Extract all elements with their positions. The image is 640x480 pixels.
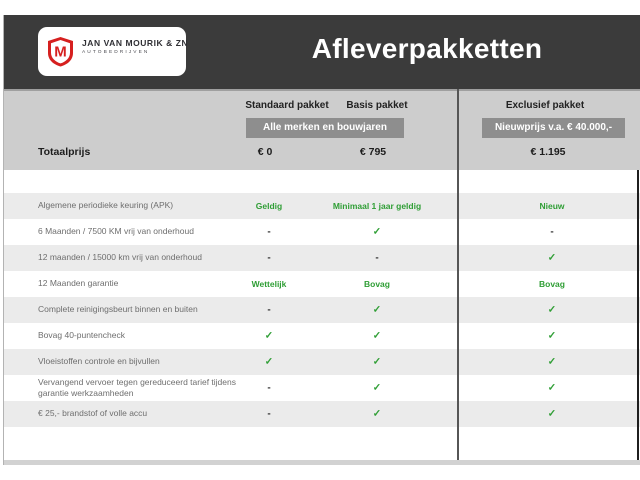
title-bar: [4, 15, 640, 89]
brand-subtitle: AUTOBEDRIJVEN: [82, 50, 150, 55]
cell-standaard: -: [267, 304, 271, 316]
package-header: [4, 89, 640, 170]
brand-text-block: [82, 38, 188, 55]
column-divider: [457, 89, 459, 461]
brand-logo: [38, 27, 189, 76]
table-row: [4, 323, 640, 349]
table-row: [4, 271, 640, 297]
feature-label: Vervangend vervoer tegen gereduceerd tarief tijdens garantie werkzaamheden: [38, 376, 236, 398]
cell-standaard: -: [267, 382, 271, 394]
feature-label: 6 Maanden / 7500 KM vrij van onderhoud: [38, 226, 194, 237]
feature-label: 12 Maanden garantie: [38, 278, 119, 289]
badge-new-price: Nieuwprijs v.a. € 40.000,-: [482, 118, 625, 138]
cell-exclusief: ✓: [547, 408, 557, 420]
feature-label: Complete reinigingsbeurt binnen en buiten: [38, 304, 198, 315]
feature-label: Bovag 40-puntencheck: [38, 330, 125, 341]
cell-standaard: -: [267, 252, 271, 264]
column-header-exclusief: Exclusief pakket: [505, 100, 585, 111]
total-basis: € 795: [359, 146, 387, 158]
cell-exclusief: Nieuw: [539, 201, 565, 211]
brand-monogram: M: [54, 43, 67, 61]
cell-basis: ✓: [372, 304, 382, 316]
badge-all-makes: Alle merken en bouwjaren: [246, 118, 404, 138]
cell-exclusief: ✓: [547, 252, 557, 264]
cell-exclusief: ✓: [547, 330, 557, 342]
cell-standaard: -: [267, 226, 271, 238]
brand-name: JAN VAN MOURIK & ZN: [82, 38, 189, 48]
page-title: Afleverpakketten: [311, 33, 543, 64]
feature-label: Vloeistoffen controle en bijvullen: [38, 356, 160, 367]
cell-standaard: -: [267, 408, 271, 420]
cell-exclusief: ✓: [547, 356, 557, 368]
cell-exclusief: ✓: [547, 382, 557, 394]
column-header-standaard: Standaard pakket: [245, 100, 329, 111]
table-row: [4, 245, 640, 271]
cell-basis: -: [375, 252, 379, 264]
totals-label: Totaalprijs: [38, 146, 91, 158]
table-row: [4, 219, 640, 245]
bottom-bar: [4, 460, 640, 465]
cell-exclusief: ✓: [547, 304, 557, 316]
cell-standaard: ✓: [264, 356, 274, 368]
total-exclusief: € 1.195: [530, 146, 566, 158]
feature-label: 12 maanden / 15000 km vrij van onderhoud: [38, 252, 202, 263]
cell-standaard: Geldig: [255, 201, 283, 211]
feature-label: Algemene periodieke keuring (APK): [38, 200, 174, 211]
cell-standaard: ✓: [264, 330, 274, 342]
cell-exclusief: -: [550, 226, 554, 238]
table-row: [4, 401, 640, 427]
cell-basis: ✓: [372, 408, 382, 420]
cell-basis: ✓: [372, 382, 382, 394]
cell-exclusief: Bovag: [539, 279, 565, 289]
total-standaard: € 0: [257, 146, 273, 158]
cell-basis: Minimaal 1 jaar geldig: [332, 201, 422, 211]
table-row: [4, 297, 640, 323]
cell-standaard: Wettelijk: [251, 279, 287, 289]
column-header-basis: Basis pakket: [346, 100, 408, 111]
cell-basis: Bovag: [364, 279, 390, 289]
feature-table-body: [4, 193, 640, 427]
table-row: [4, 193, 640, 219]
cell-basis: ✓: [372, 330, 382, 342]
feature-label: € 25,- brandstof of volle accu: [38, 408, 148, 419]
cell-basis: ✓: [372, 356, 382, 368]
cell-basis: ✓: [372, 226, 382, 238]
table-row: [4, 375, 640, 401]
table-row: [4, 349, 640, 375]
brand-shield-icon: [47, 36, 74, 67]
table-right-border: [637, 170, 639, 461]
